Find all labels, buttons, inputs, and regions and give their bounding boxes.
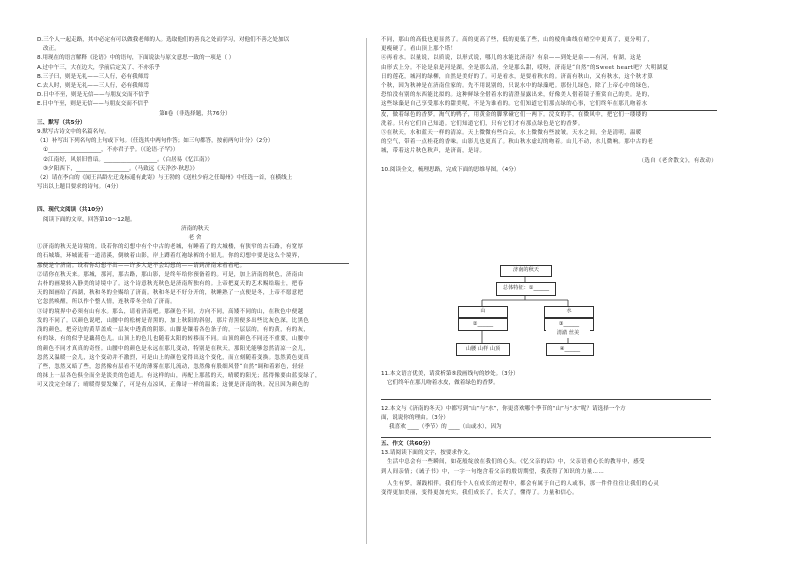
question-8: 8.用现在的语言解释《论语》中的语句，下面说法与原文意思一致的一项是（ ） (37, 55, 235, 62)
map-overall: 总体特征：①______ (496, 282, 556, 296)
option-a: A.过中午三，大在边大，学前后定关了、不亦乐乎 (37, 64, 160, 71)
essay-line: 古朴的画境转入静美的诗境中了。这个诗意秋光秋色是济南所独有的。上帝把夏天的艺术赐给瑞士，把春 (37, 281, 304, 288)
question-9-1a: ①___________________，不亦君子乎。（《论语·子罕》） (43, 147, 179, 154)
column-divider (366, 38, 367, 544)
map-root: 济南的秋天 (500, 265, 552, 277)
essay-line: 洗着。只有它们自己知道。它们知道它们，只有它们才有那点绿色是它的香梦。 (381, 120, 584, 127)
essay-line: 有的绿，有的似乎是藕荷色儿。山顶上的色儿也随着太阳的转移而不同。山顶的颜色不同还不重要，山腰中 (37, 336, 310, 343)
section-5-heading: 五、作文（共60分） (381, 441, 434, 447)
essay-line: 不同，那山的高低也更显然了。高的更高了些，低的更低了些，山的棱角曲线在晴空中更真了，更分明了， (381, 37, 654, 43)
prompt-line: 人生有梦，谨践相伴。我们每个人在成长的过程中，都会有属于自己的人或事，那一件件往往让我们的心灵 (387, 480, 660, 487)
question-12b: 面，说说你的理由。（3分） (381, 415, 449, 422)
essay-title: 济南的秋天 (181, 225, 209, 232)
map-water-blank: ③______ (544, 318, 594, 331)
question-11-quote: 它们终年在那儿吻着水皮，做着绿色的香梦。 (387, 380, 499, 387)
right-column (381, 36, 717, 175)
essay-body-left (37, 243, 353, 390)
answer-line[interactable] (381, 437, 711, 438)
option-b: B.三子曰，则是无礼——三人行，必有我师焉 (37, 73, 149, 80)
left-column (37, 36, 353, 391)
question-9-1c: ③夕阳西下，___________________。（马致远《天净沙·秋思》） (43, 165, 199, 172)
essay-line: 恐怕没有别的东西能比拟的。这种鲜绿全借着水的清澄显露出来，好像美人借着镜子鉴赏自己的美。是的， (381, 92, 654, 99)
question-10: 10.阅读全文，梳理思路，完成下面的思维导图。（4分） (381, 166, 520, 173)
right-column-lower (381, 370, 717, 388)
reading-intro: 阅读下面的文章，回答第10～12题。 (43, 216, 136, 223)
question-12-fill[interactable]: 我喜欢 ____（季节）的 ____（山或水），因为 (389, 424, 502, 431)
question-11: 11.本文语言优美，请赏析第⑤段画线句的妙处。（3分） (381, 371, 519, 377)
question-9-1: （1）补写出下列名句的上句或下句。（任选其中两句作答；如三句都答，按前两句计分）（2分） (37, 138, 274, 145)
essay-line: 日的莲花，城河的绿柳，自然是美好的了。可是看水，是要看秋水的。济南有秋山，又有秋水，这个秋才算 (381, 73, 654, 80)
section-3-heading: 三、默写（共5分） (37, 119, 86, 126)
section-4-heading: 四、现代文阅读（共10分） (37, 207, 107, 214)
essay-line: 浅的颜色，把旁边的黄草盖成一层灰中透黄的阴影。山脚是镶着各色条子的，一层层的，有的黄，有的灰， (37, 327, 310, 334)
map-water-blank-2: ④______ (546, 343, 594, 356)
essay-line: ④再看水。以量说，以质说，以形式说，哪儿的水能比济南？有泉——到处是泉——有河，有湖，这是 (381, 55, 642, 62)
essay-line: ⑤在秋天，水和蓝天一样的清凉。天上微微有些白云，水上微微有些波皱。天水之间，全是清明，温暖 (381, 130, 642, 137)
right-column-q13 (381, 440, 717, 498)
essay-line: 的抹上一层各色俱全而全是淡美的色道儿。有这样的山，再配上那蓝的天，晴暖的阳光；蓝得像要由蓝变绿了， (37, 373, 321, 380)
essay-line: ①济南的秋天是诗境的。设若你的幻想中有个中古的老城，有睡着了的大城楼，有狭窄的古石路，有宽厚 (37, 244, 304, 251)
essay-author: 老 舍 (188, 235, 202, 242)
essay-line: 个秋，因为秋神是在济南住家的。先不用说别的，只说水中的绿藻吧。那份儿绿色，除了上帝心中的绿色， (381, 83, 654, 90)
answer-line[interactable] (37, 263, 349, 264)
question-9-1b: ②江南好，风景旧曾谙。___________________。（白居易《忆江南》） (43, 156, 214, 163)
essay-line: 城，带着这片秋色秋声，是济南，是诗。 (381, 148, 486, 155)
map-water-leaves: 清澈 丝美 (546, 329, 590, 338)
answer-line[interactable] (381, 399, 711, 400)
question-9-2: （2）请在李白的《闻王昌龄左迁龙标遥有此寄》与王勃的《送杜少府之任蜀州》中任选一首，在横线上 (37, 175, 293, 182)
map-mountain-blank: ②______ (458, 318, 508, 331)
prompt-line: 生活中总会有一些瞬间，如花般绽放在我们的心头。《忆父亲的话》中，父亲语重心长的教导中，感受 (387, 459, 645, 466)
map-mountain-leaves: 山腰 山样 山顶 (456, 343, 510, 356)
essay-line: 那便是个济南。设若你幻想不出——许多人是不会幻想的——请到济南来看看吧。 (37, 262, 246, 269)
essay-line: 更瘦硬了。看山顶上那个塔！ (381, 46, 457, 53)
prompt-line: 到人间亲情；《诫子书》中，一字一句饱含着父亲的殷切期望，我获得了知识的力量…… (381, 468, 605, 475)
essay-line: 忽然又温暖一会儿，这个变动并不激烈，可是山上的颜色觉得出这个变化，而立刻随着变换。忽然黄色更真 (37, 354, 310, 361)
essay-line: 的颜色不同才真真的奇怪。山腰中的颜色是永远在那儿变动，特别是在秋天，那阳光能够忽然清凉一会儿， (37, 345, 310, 352)
essay-line: 的石城墙，环城流着一道清溪，倒映着山影，岸上蹲着红袍绿裤的小妞儿。你的幻想中要是这么个境界， (37, 253, 304, 260)
essay-line: 皮，做着绿色的香梦。淘气的鸭子，用黄金的脚掌碰它们一两下。浣女的手，在微风中，把它们一缕缕的 (381, 111, 648, 118)
part2-title: 第Ⅱ卷（非选择题，共76分） (159, 110, 231, 117)
question-9: 9.默写古诗文中的名篇名句。 (37, 129, 110, 136)
text-line: D.三个人一起走路，其中必定有可以做我老师的人。选取他们的善良之处而学习，对他们不善之处加以 (37, 37, 290, 43)
prompt-line: 变得更加美丽，变得更加充实，我们成长了，长大了，懂得了。力量和信心。 (381, 490, 578, 497)
essay-line: 的空气，带着一点桂花的香味。山影儿也更真了。秋山秋水虚幻的吻着。山儿不动，水儿微响。那中古的老 (381, 139, 654, 146)
essay-line: 由形式上分。不论是泉是河是湖，全是那么清，全是那么甜，哎呀，济南是“自然”的Sweet heart吧？大明湖夏 (381, 64, 669, 71)
text-line: 改正。 (43, 46, 60, 53)
underlined-line: 这些绿藻是自己享受那水的甜美呢，不是为谁看的。它们知道它们那点绿的心事，它们终年在那儿吻着水 (381, 100, 717, 110)
option-e: E.日中午至，则是无信——与朋友交而不信乎 (37, 101, 149, 108)
question-13: 13.请阅读下面的文字，按要求作文。 (381, 450, 474, 457)
map-mountain: 山 (458, 306, 508, 318)
essay-line: 了些，忽然又暗了些，忽然像有层看不见的薄雾在那儿流动，忽然像有股细风替“自然”调和着彩色，轻轻 (37, 363, 304, 370)
essay-line: 可又没完全绿了；晴暖得要发燥了，可是有点凉风，正像诗一样的温柔；这便是济南的秋。况且因为颜色的 (37, 382, 310, 389)
right-column-q12 (381, 405, 717, 433)
question-9-2b: 写出以上题目要求的诗句。（4分） (37, 184, 122, 191)
essay-line: ②请你在秋天来。那城，那河，那古路，那山影，是终年给你预备着的。可是，加上济南的秋色，济南由 (37, 271, 304, 278)
question-12a: 12.本文与《济南的冬天》中都写到“山”与“水”，你更喜欢哪个季节的“山”与“水”呢？请选择一个方 (381, 406, 626, 412)
writing-prompt (381, 458, 717, 498)
essay-line: 发的不同了。以颜色说吧，山腰中的松树是青黑的，加上秋阳的斜射，那片青黑便多出些比灰色深，比黑色 (37, 317, 310, 324)
map-water: 水 (544, 306, 594, 318)
essay-line: 天的图画给了西湖，秋和冬的全赐给了济南。秋和冬是不好分开的，秋睡熟了一点便是冬，上帝不愿意把 (37, 290, 304, 297)
essay-line: ③诗的境界中必须有山有水。那么，请看济南吧。那颜色不同，方向不同，高矮不同的山，在秋色中便越 (37, 308, 304, 315)
option-d: D.日中不至，则是无信——与朋友交而不信乎 (37, 92, 150, 99)
essay-body-right (381, 36, 717, 157)
essay-source: （选自《老舍散文》，有改动） (638, 157, 717, 164)
option-c: C.去人时，则是无礼——三人行，必有我师焉 (37, 83, 149, 90)
essay-line: 它忽然唤醒，所以作个整人情，连秋带冬全给了济南。 (37, 299, 176, 306)
